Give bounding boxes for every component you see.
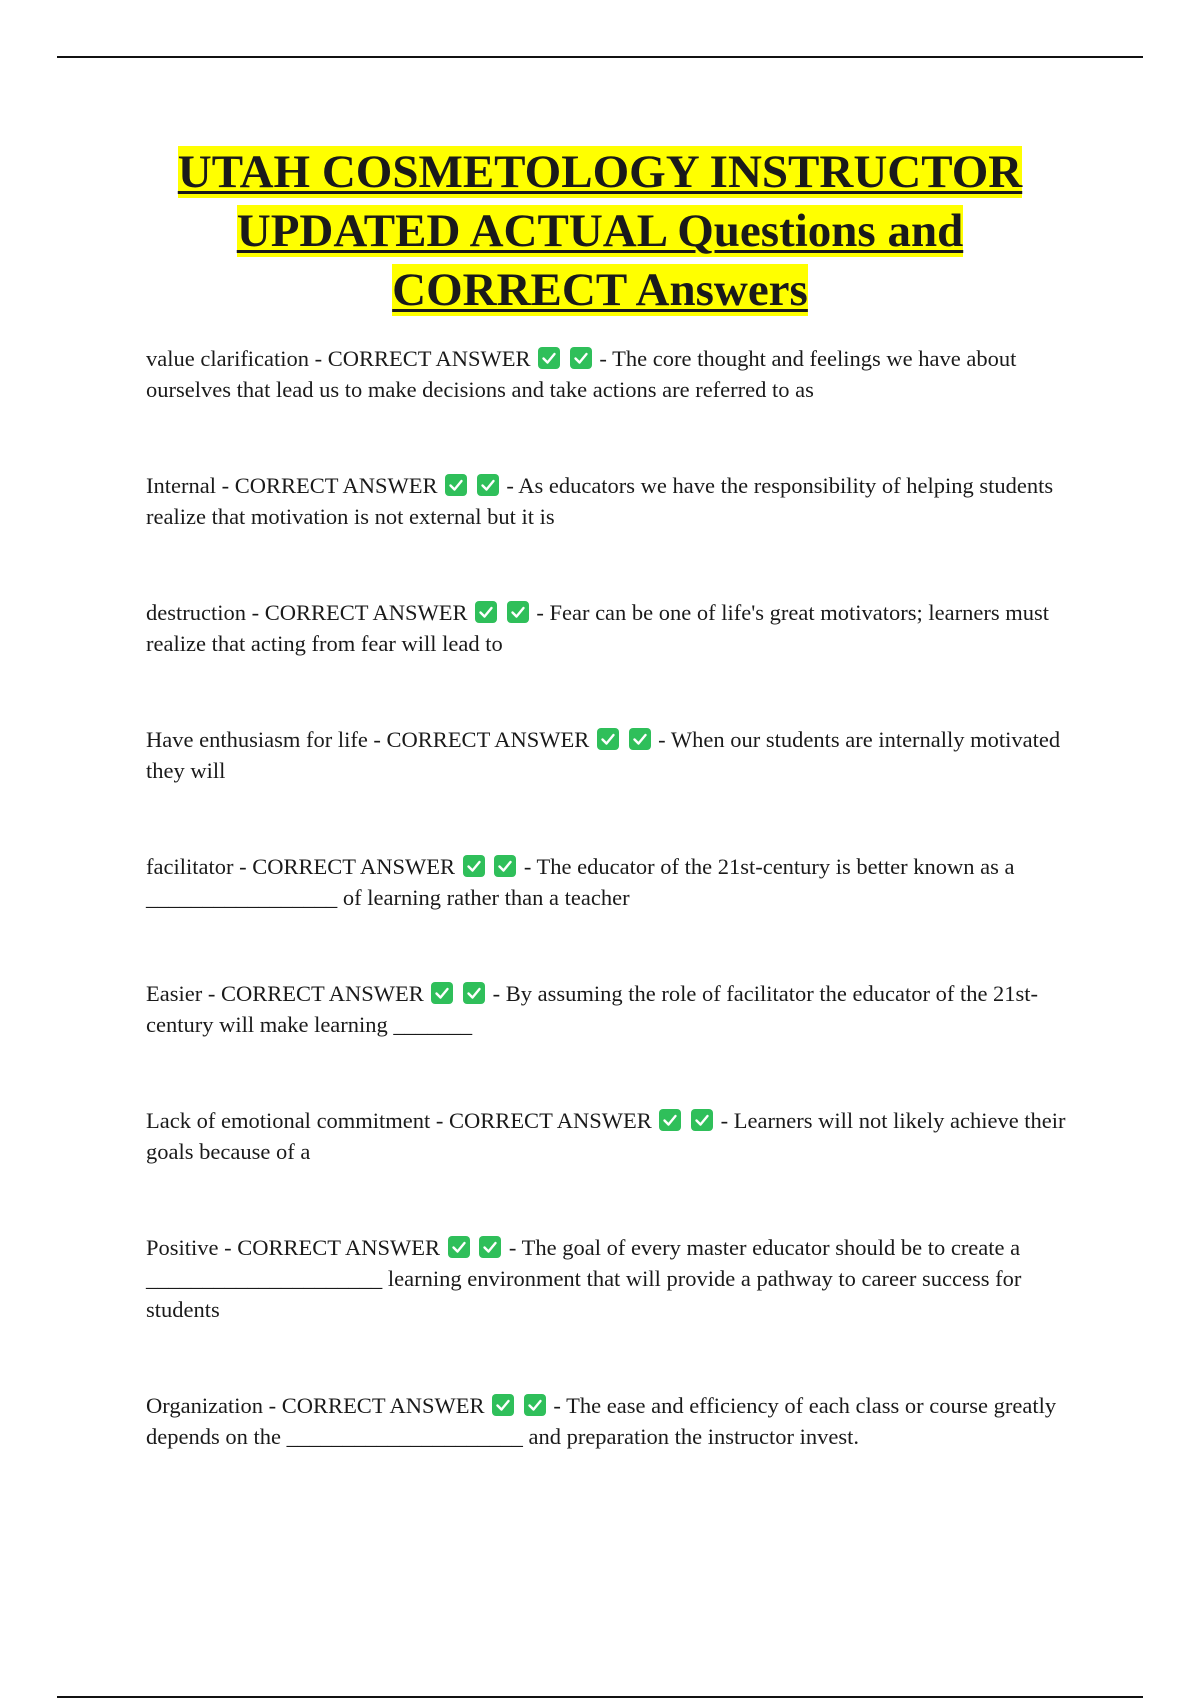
answer-text: value clarification - <box>146 346 328 371</box>
question-text: - Fear can be one of life's great motivators; learners must realize that acting from fear will lead to <box>146 600 1049 656</box>
question-text: - The educator of the 21st-century is better known as a _________________ of learning rather than a teacher <box>146 854 1015 910</box>
check-mark-icon <box>475 601 497 623</box>
question-text: - Learners will not likely achieve their goals because of a <box>146 1108 1066 1164</box>
check-mark-icon <box>479 1236 501 1258</box>
qa-item <box>146 1232 1086 1325</box>
check-mark-icon <box>494 855 516 877</box>
top-rule <box>57 56 1143 58</box>
question-text: - When our students are internally motivated they will <box>146 727 1061 783</box>
check-mark-icon <box>445 474 467 496</box>
qa-item <box>146 851 1086 913</box>
answer-text: Positive - <box>146 1235 238 1260</box>
check-mark-icon <box>629 728 651 750</box>
answer-text: Organization - <box>146 1393 282 1418</box>
qa-item <box>146 470 1086 532</box>
check-mark-icon <box>431 982 453 1004</box>
question-text: - The ease and efficiency of each class or course greatly depends on the _____________________ and preparation the instructor invest. <box>146 1393 1057 1449</box>
answer-text: Have enthusiasm for life - <box>146 727 387 752</box>
correct-answer-label: CORRECT ANSWER <box>234 473 438 498</box>
correct-answer-label: CORRECT ANSWER <box>264 600 468 625</box>
answer-text: Easier - <box>146 981 221 1006</box>
bottom-rule <box>57 1696 1143 1698</box>
answer-text: facilitator - <box>146 854 253 879</box>
correct-answer-label: CORRECT ANSWER <box>220 981 424 1006</box>
answer-text: Internal - <box>146 473 235 498</box>
correct-answer-label: CORRECT ANSWER <box>252 854 455 879</box>
title-line-3: CORRECT Answers <box>392 264 808 316</box>
check-mark-icon <box>597 728 619 750</box>
check-mark-icon <box>477 474 499 496</box>
correct-answer-label: CORRECT ANSWER <box>237 1235 441 1260</box>
qa-list <box>146 343 1086 1517</box>
check-mark-icon <box>538 347 560 369</box>
qa-item <box>146 1390 1086 1452</box>
question-text: - The goal of every master educator should be to create a _____________________ learning environment that will provide a pathway to career success for students <box>146 1235 1022 1322</box>
qa-item <box>146 724 1086 786</box>
question-text: - By assuming the role of facilitator the educator of the 21st-century will make learning _______ <box>146 981 1039 1037</box>
check-mark-icon <box>570 347 592 369</box>
correct-answer-label: CORRECT ANSWER <box>281 1393 485 1418</box>
qa-item <box>146 597 1086 659</box>
document-title <box>100 143 1100 320</box>
question-text: - As educators we have the responsibility of helping students realize that motivation is not external but it is <box>146 473 1054 529</box>
check-mark-icon <box>524 1394 546 1416</box>
title-line-2: UPDATED ACTUAL Questions and <box>236 205 964 257</box>
check-mark-icon <box>691 1109 713 1131</box>
check-mark-icon <box>448 1236 470 1258</box>
check-mark-icon <box>463 855 485 877</box>
check-mark-icon <box>507 601 529 623</box>
qa-item <box>146 343 1086 405</box>
answer-text: Lack of emotional commitment - <box>146 1108 450 1133</box>
correct-answer-label: CORRECT ANSWER <box>327 346 531 371</box>
title-line-1: UTAH COSMETOLOGY INSTRUCTOR <box>177 146 1023 198</box>
check-mark-icon <box>492 1394 514 1416</box>
qa-item <box>146 1105 1086 1167</box>
correct-answer-label: CORRECT ANSWER <box>449 1108 652 1133</box>
answer-text: destruction - <box>146 600 265 625</box>
check-mark-icon <box>463 982 485 1004</box>
check-mark-icon <box>659 1109 681 1131</box>
question-text: - The core thought and feelings we have about ourselves that lead us to make decisions and take actions are referred to as <box>146 346 1017 402</box>
correct-answer-label: CORRECT ANSWER <box>386 727 590 752</box>
qa-item <box>146 978 1086 1040</box>
